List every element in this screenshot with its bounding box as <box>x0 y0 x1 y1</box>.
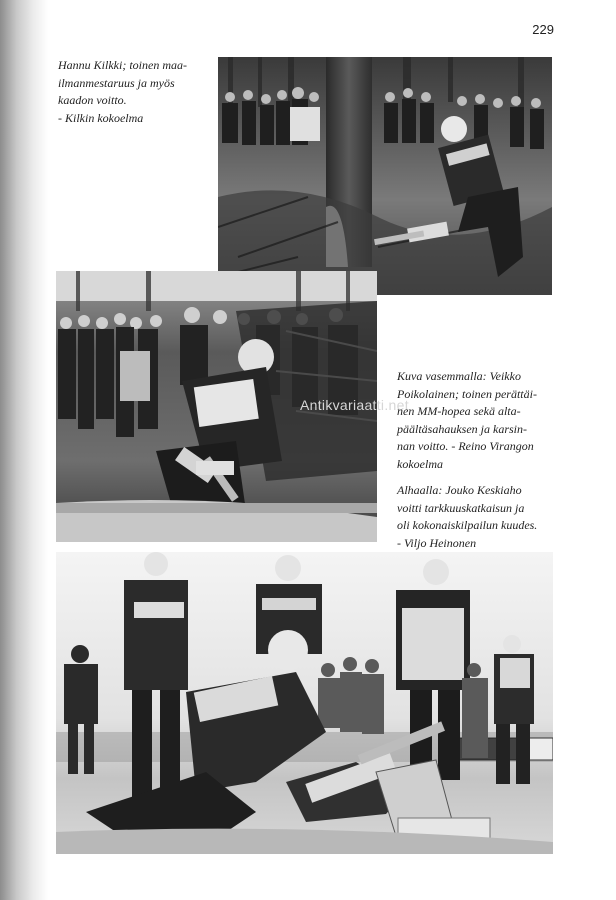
binding-shadow <box>0 0 48 900</box>
caption-top-line: Hannu Kilkki; toinen maa- <box>58 58 187 72</box>
page-number: 229 <box>532 22 554 37</box>
caption-right-line: nen MM-hopea sekä alta- <box>397 404 521 418</box>
photo-kilkki-felling <box>218 57 552 295</box>
photo-keskiaho-cutting-image <box>56 552 553 854</box>
caption-bottom-line: - Viljo Heinonen <box>397 535 477 550</box>
caption-right-line: kokoelma <box>397 456 443 471</box>
caption-top <box>58 57 216 127</box>
caption-right-line: päältäsahauksen ja karsin- <box>397 421 527 436</box>
photo-keskiaho-cutting <box>56 552 553 854</box>
caption-bottom-line: voitti tarkkuuskatkaisun ja <box>397 500 525 515</box>
caption-top-line: - Kilkin kokoelma <box>58 110 144 125</box>
caption-right-line: Poikolainen; toinen perättäi- <box>397 386 537 401</box>
caption-right-line: Kuva vasemmalla: Veikko <box>397 369 521 383</box>
watermark: Antikvariaatti.net <box>300 397 409 413</box>
caption-right-line: nan voitto. - Reino Virangon <box>397 439 534 453</box>
caption-top-line: ilmanmestaruus ja myös <box>58 75 175 90</box>
caption-bottom <box>397 482 553 552</box>
caption-bottom-line: Alhaalla: Jouko Keskiaho <box>397 483 522 497</box>
caption-right <box>397 368 553 473</box>
photo-kilkki-felling-image <box>218 57 552 295</box>
caption-bottom-line: oli kokonaiskilpailun kuudes. <box>397 518 538 532</box>
caption-top-line: kaadon voitto. <box>58 93 127 107</box>
